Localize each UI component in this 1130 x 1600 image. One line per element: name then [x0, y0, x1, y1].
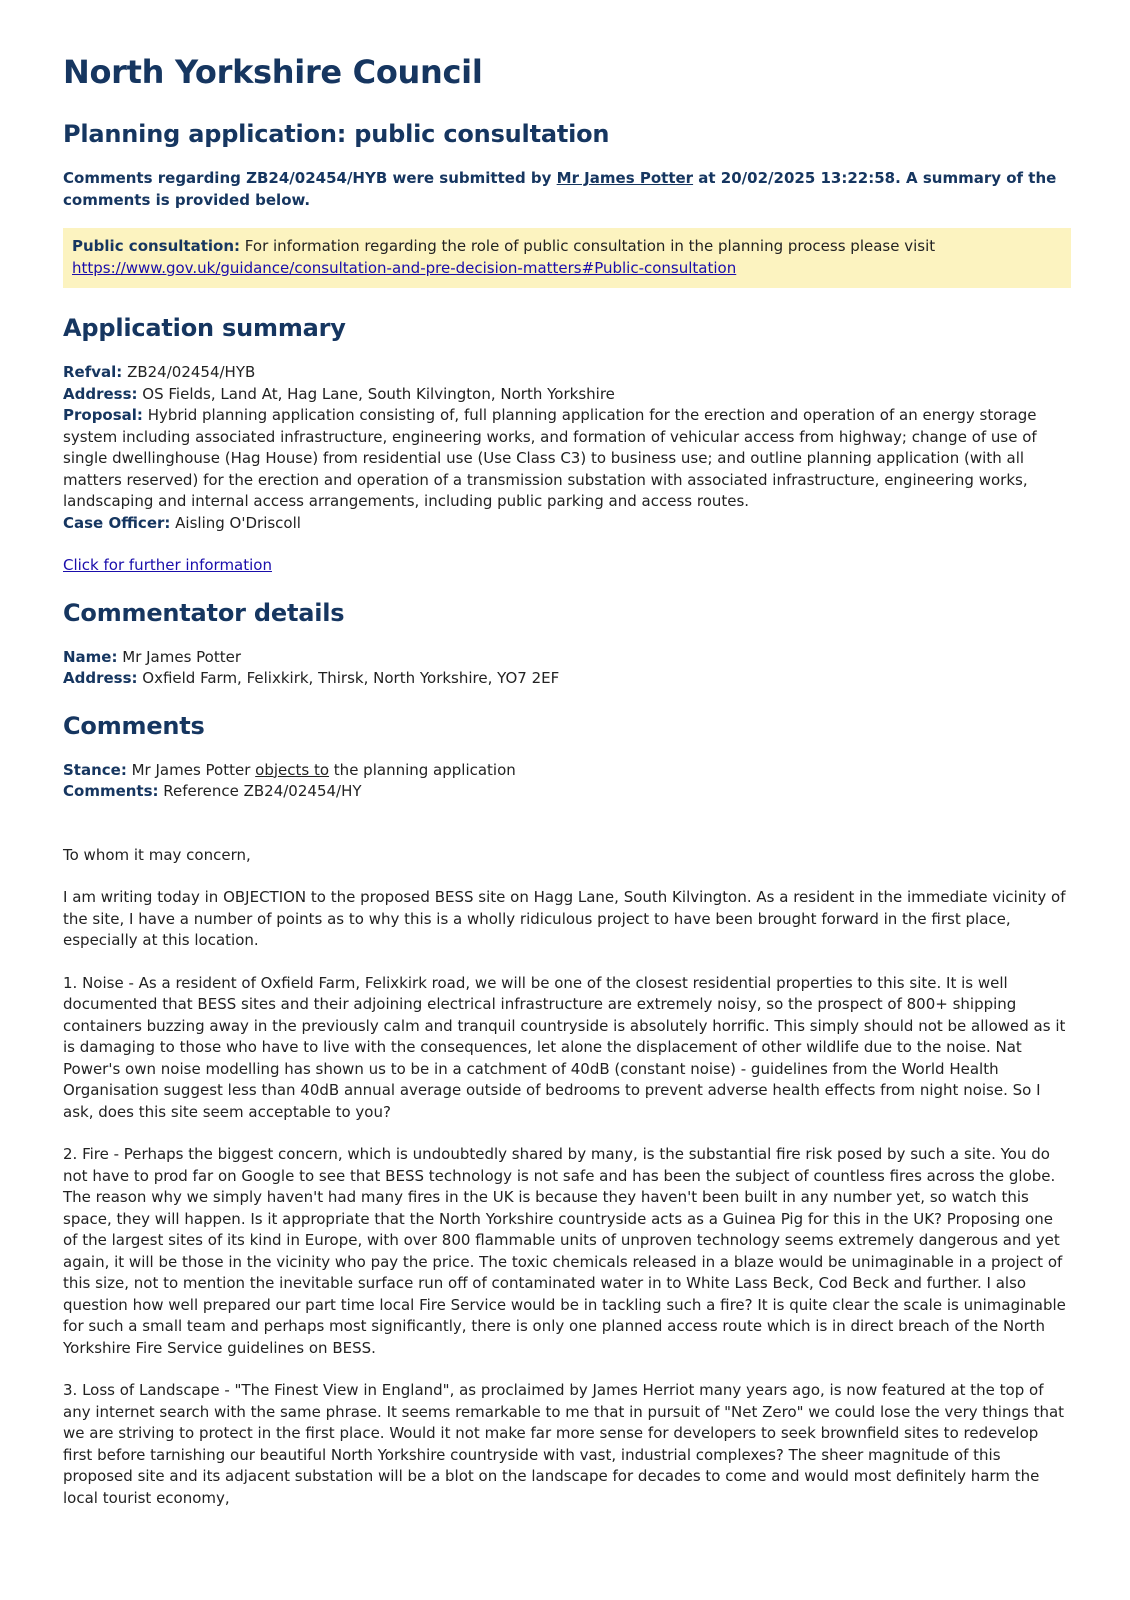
- commentator-details: [63, 647, 1071, 690]
- commentator-address-row: Address: Oxfield Farm, Felixkirk, Thirsk, North Yorkshire, YO7 2EF: [63, 669, 560, 687]
- case-officer-row: Case Officer: Aisling O'Driscoll: [63, 513, 301, 532]
- comment-paragraph: 1. Noise - As a resident of Oxfield Farm, Felixkirk road, we will be one of the closest residential properties to this site. It is well documented that BESS sites and their adjoining electrical infrastructure are extremely noisy, so the prospect of 800+ shipping containers buzzing away in the previously calm and tranquil countryside is absolutely horrific. This simply should not be allowed as it is damaging to those who have to live with the consequences, let alone the displacement of other wildlife due to the noise. Nat Power's own noise modelling has shown us to be in a catchment of 40dB (constant noise) - guidelines from the World Health Organisation suggest less than 40dB annual average outside of bedrooms to prevent adverse health effects from night noise. So I ask, does this site seem acceptable to you?: [63, 973, 1066, 1121]
- page-subtitle: Planning application: public consultation: [63, 120, 610, 148]
- notice-label: Public consultation:: [72, 237, 241, 255]
- comment-greeting: To whom it may concern,: [63, 845, 251, 864]
- stance-link[interactable]: objects to: [255, 760, 330, 779]
- stance-row: Stance: Mr James Potter objects to the planning application: [63, 760, 516, 779]
- submission-intro: Comments regarding ZB24/02454/HYB were submitted by Mr James Potter at 20/02/2025 13:22:58. A summary of the comments is provided below.: [63, 169, 1057, 209]
- commentator-name-link[interactable]: Mr James Potter: [556, 169, 694, 187]
- notice-text: For information regarding the role of public consultation in the planning process please visit: [240, 237, 936, 255]
- consultation-guidance-link[interactable]: https://www.gov.uk/guidance/consultation-and-pre-decision-matters#Public-consultation: [72, 258, 737, 277]
- commentator-name-row: Name: Mr James Potter: [63, 647, 242, 666]
- comment-paragraph: 3. Loss of Landscape - "The Finest View in England", as proclaimed by James Herriot many years ago, is now featured at the top of any internet search with the same phrase. It seems remarkable to me that in pursuit of "Net Zero" we could lose the very things that we are striving to protect in the first place. Would it not make far more sense for developers to seek brownfield sites to redevelop first before tarnishing our beautiful North Yorkshire countryside with vast, industrial complexes? The sheer magnitude of this proposed site and its adjacent substation will be a blot on the landscape for decades to come and would most definitely harm the local tourist economy,: [63, 1381, 1065, 1507]
- address-row: Address: OS Fields, Land At, Hag Lane, South Kilvington, North Yorkshire: [63, 384, 615, 403]
- document-page: [63, 52, 1071, 1530]
- comments-ref-row: Comments: Reference ZB24/02454/HY: [63, 782, 362, 800]
- refval-row: Refval: ZB24/02454/HYB: [63, 363, 256, 381]
- application-summary-heading: Application summary: [63, 314, 346, 342]
- comment-paragraph: I am writing today in OBJECTION to the proposed BESS site on Hagg Lane, South Kilvington. As a resident in the immediate vicinity of the site, I have a number of points as to why this is a wholly ridiculous project to have been brought forward in the first place, especially at this location.: [63, 888, 1066, 949]
- public-consultation-notice: [63, 228, 1071, 288]
- commentator-details-heading: Commentator details: [63, 598, 345, 627]
- council-title: North Yorkshire Council: [63, 53, 483, 91]
- proposal-row: Proposal: Hybrid planning application consisting of, full planning application for the erection and operation of an energy storage system including associated infrastructure, engineering works, and formation of vehicular access from highway; change of use of single dwellinghouse (Hag House) from residential use (Use Class C3) to business use; and outline planning application (with all matters reserved) for the erection and operation of a transmission substation with associated infrastructure, engineering works, landscaping and internal access arrangements, including public parking and access routes.: [63, 406, 1037, 510]
- comment-paragraph: 2. Fire - Perhaps the biggest concern, which is undoubtedly shared by many, is the substantial fire risk posed by such a site. You do not have to prod far on Google to see that BESS technology is not safe and has been the subject of countless fires across the globe. The reason why we simply haven't had many fires in the UK is because they haven't been built in any number yet, so watch this space, they will happen. Is it appropriate that the North Yorkshire countryside acts as a Guinea Pig for this in the UK? Proposing one of the largest sites of its kind in Europe, with over 800 flammable units of unproven technology seems extremely dangerous and yet again, it will be those in the vicinity who pay the price. The toxic chemicals released in a blaze would be unimaginable in a project of this size, not to mention the inevitable surface run off of contaminated water in to White Lass Beck, Cod Beck and further. I also question how well prepared our part time local Fire Service would be in tackling such a fire? It is quite clear the scale is unimaginable for such a small team and perhaps most significantly, there is only one planned access route which is in direct breach of the North Yorkshire Fire Service guidelines on BESS.: [63, 1145, 1066, 1357]
- further-information-link[interactable]: Click for further information: [63, 556, 272, 574]
- application-summary: [63, 362, 1071, 577]
- comments-heading: Comments: [63, 711, 205, 740]
- comments-section: [63, 760, 1071, 1510]
